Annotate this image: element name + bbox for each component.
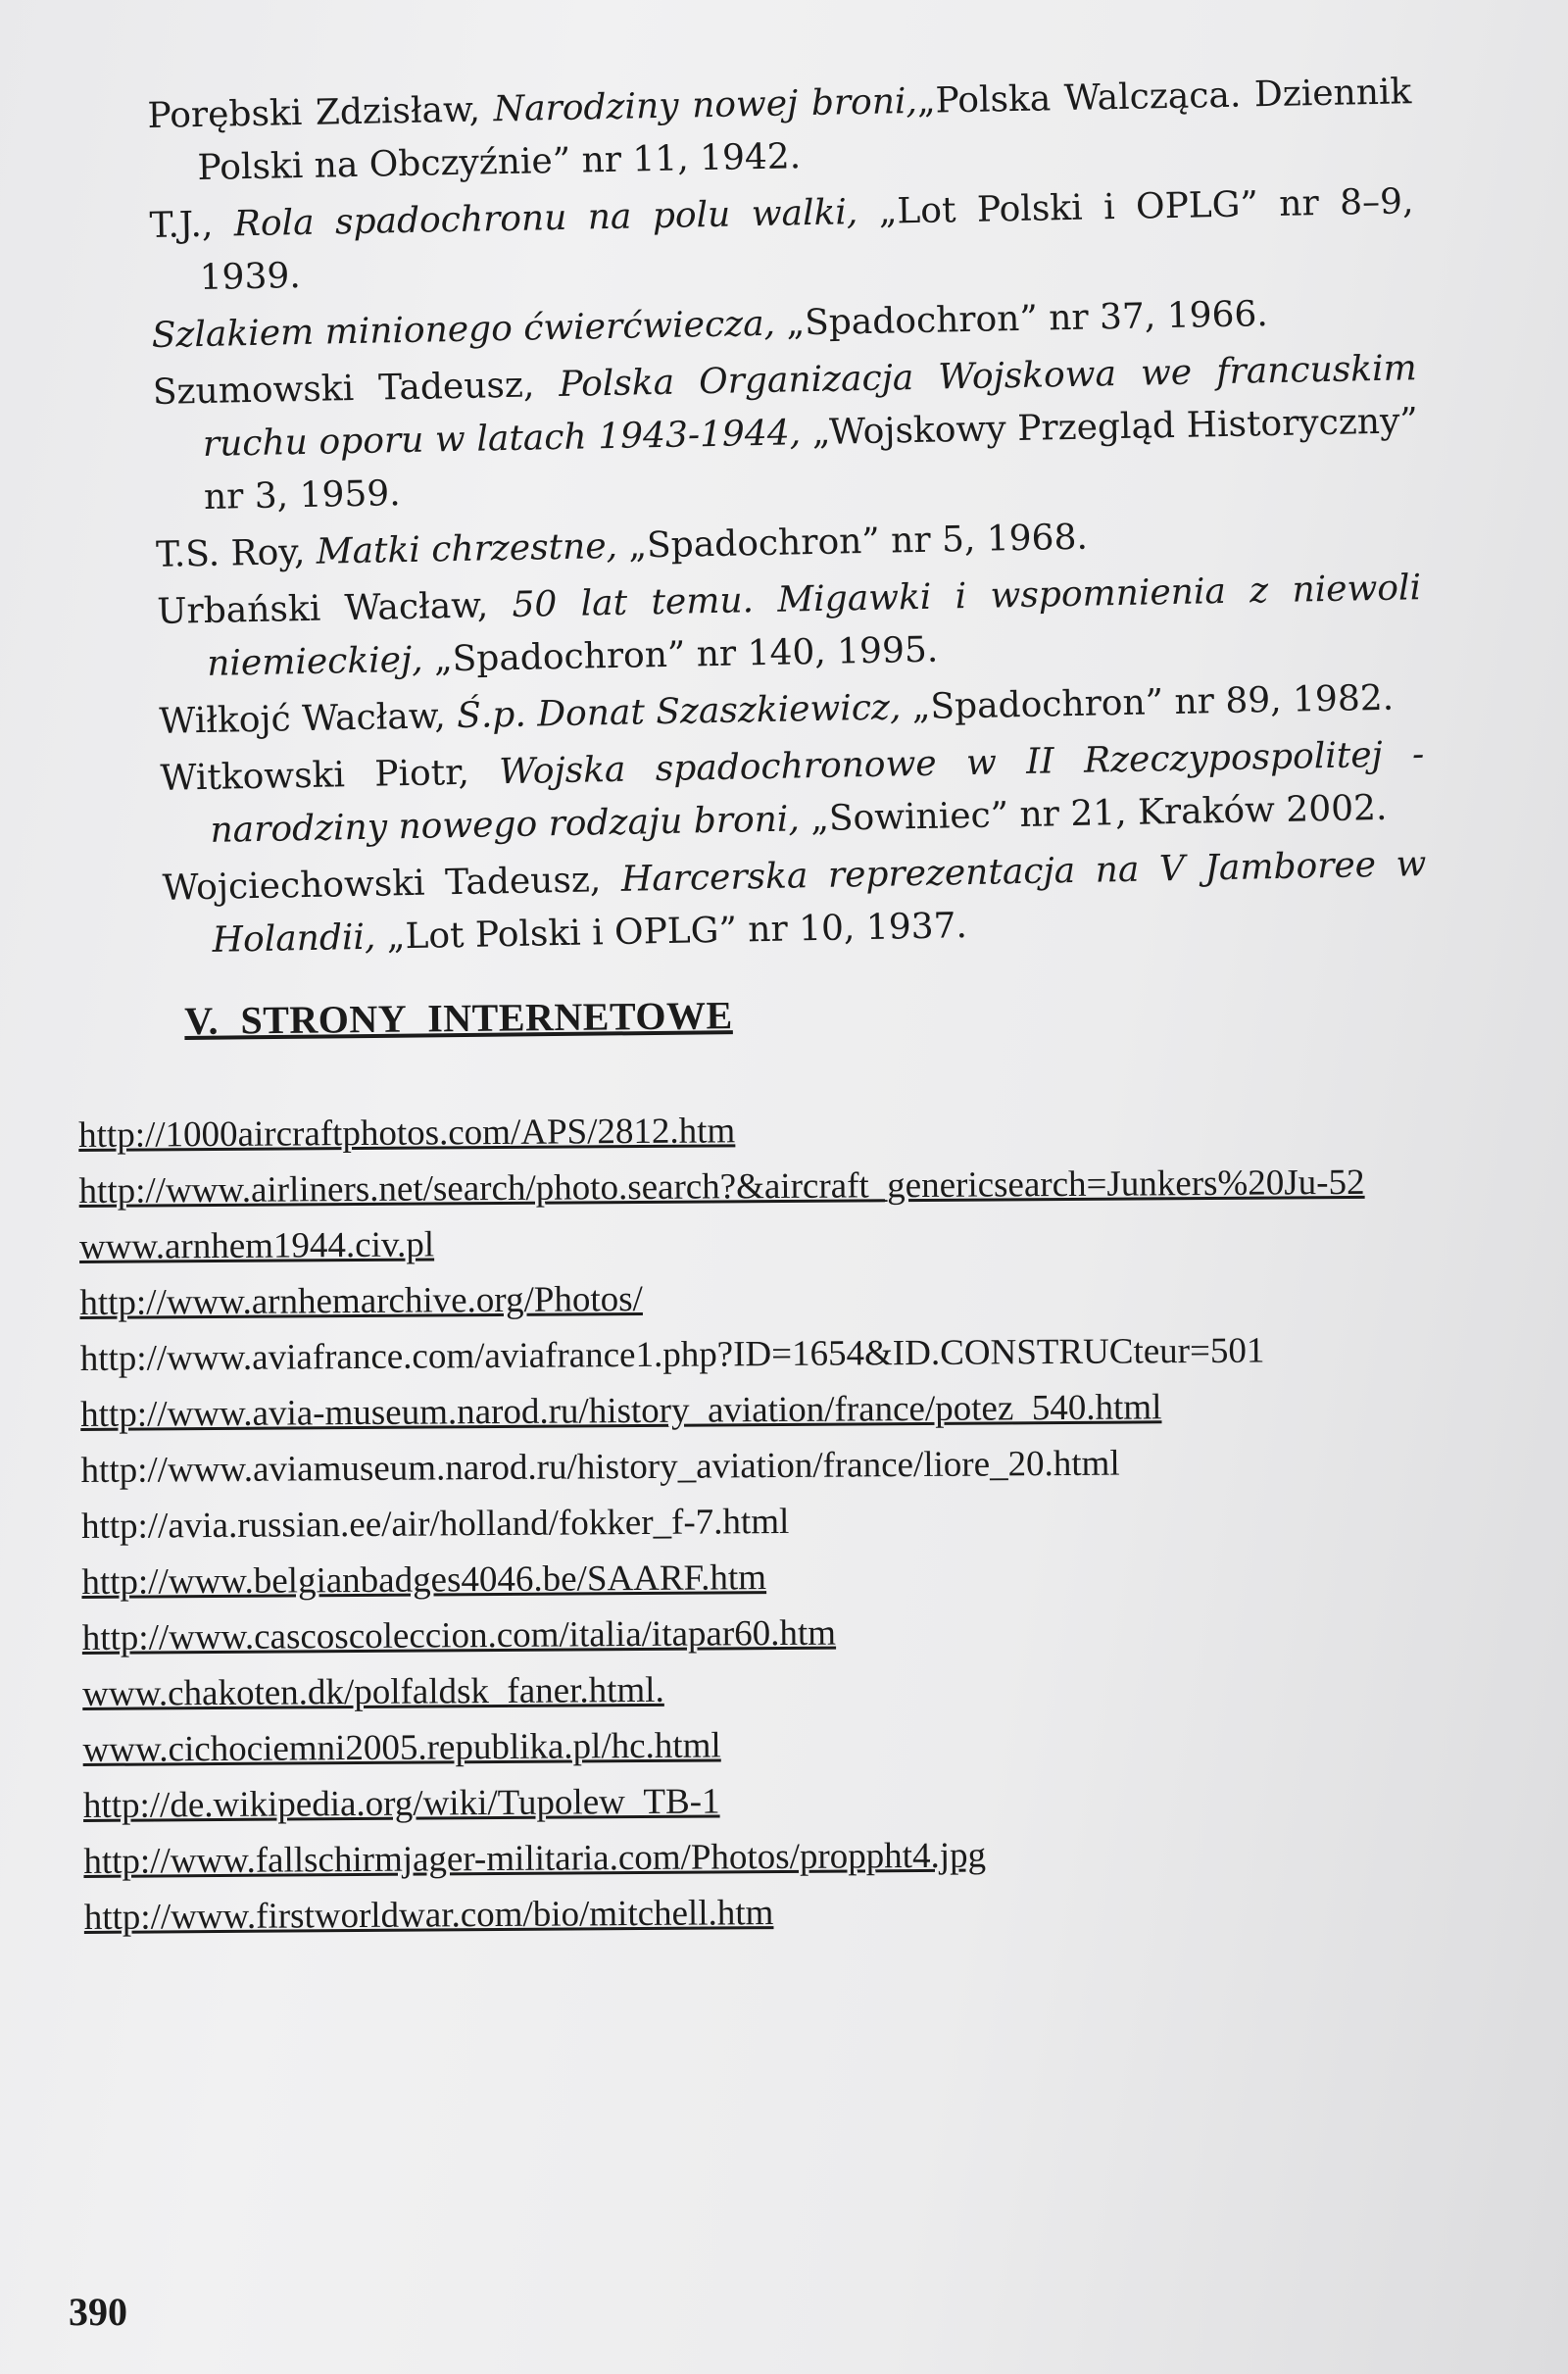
- bib-entry: [162, 838, 1428, 968]
- bib-author: T.J.,: [149, 204, 214, 246]
- bib-source: „Spadochron” nr 140, 1995.: [433, 629, 939, 680]
- bibliography-list: [147, 66, 1428, 972]
- bib-source: „Spadochron” nr 37, 1966.: [786, 294, 1269, 344]
- website-link[interactable]: http://www.airliners.net/search/photo.search?&aircraft_genericsearch=Junkers%20Ju-52: [78, 1162, 1365, 1212]
- bib-title: Rola spadochronu na polu walki,: [233, 192, 858, 245]
- bib-title: Wojska spadochronowe w II Rzeczypospolitej - narodziny nowego rodzaju broni,: [210, 734, 1425, 851]
- bib-author: Wiłkojć Wacław,: [158, 696, 447, 742]
- bib-title: Matki chrzestne,: [316, 525, 618, 572]
- bib-source: „Lot Polski i OPLG” nr 10, 1937.: [386, 906, 968, 958]
- bib-entry: [147, 66, 1413, 196]
- website-link[interactable]: http://www.cascoscoleccion.com/italia/itapar60.htm: [81, 1612, 837, 1658]
- website-link[interactable]: www.chakoten.dk/polfaldsk_faner.html.: [82, 1669, 664, 1714]
- bib-source: „Spadochron” nr 89, 1982.: [911, 677, 1395, 728]
- bib-source: „Sowiniec” nr 21, Kraków 2002.: [809, 787, 1388, 840]
- bib-title: 50 lat temu. Migawki i wspomnienia z niewoli niemieckiej,: [206, 568, 1422, 684]
- bib-author: Porębski Zdzisław,: [147, 89, 481, 136]
- website-link[interactable]: http://avia.russian.ee/air/holland/fokker_f-7.html: [80, 1501, 790, 1547]
- bib-entry: [160, 728, 1426, 859]
- bib-title: Narodziny nowej broni,: [493, 80, 918, 130]
- page-number: 390: [69, 2290, 127, 2334]
- bib-entry: [157, 562, 1423, 692]
- website-link[interactable]: http://www.avia-museum.narod.ru/history_aviation/france/potez_540.html: [80, 1387, 1162, 1435]
- website-link[interactable]: http://www.arnhemarchive.org/Photos/: [79, 1278, 643, 1323]
- website-link[interactable]: www.cichociemni2005.republika.pl/hc.html: [82, 1725, 721, 1770]
- bib-title: Polska Organizacja Wojskowa we francuskim ruchu oporu w latach 1943-1944,: [202, 348, 1418, 465]
- website-link[interactable]: http://www.aviamuseum.narod.ru/history_aviation/france/liore_20.html: [80, 1443, 1120, 1491]
- section-heading: V. STRONY INTERNETOWE: [184, 993, 733, 1043]
- bib-author: Urbański Wacław,: [156, 585, 489, 632]
- bib-source: „Wojskowy Przegląd Historyczny” nr 3, 1959.: [203, 401, 1419, 518]
- website-link[interactable]: http://www.fallschirmjager-militaria.com/Photos/proppht4.jpg: [83, 1835, 987, 1882]
- bib-author: Witkowski Piotr,: [160, 752, 470, 799]
- website-link[interactable]: http://de.wikipedia.org/wiki/Tupolew_TB-1: [82, 1781, 720, 1826]
- bib-author: T.S. Roy,: [155, 531, 306, 575]
- bib-source: „Lot Polski i OPLG” nr 8–9, 1939.: [199, 181, 1414, 299]
- bib-title: Szlakiem minionego ćwierćwiecza,: [151, 303, 776, 356]
- bib-title: Harcerska reprezentacja na V Jamboree w Holandii,: [212, 844, 1427, 961]
- bib-entry: [152, 342, 1419, 525]
- bib-author: Szumowski Tadeusz,: [152, 365, 535, 413]
- bib-source: „Spadochron” nr 5, 1968.: [628, 517, 1089, 567]
- website-link[interactable]: http://www.firstworldwar.com/bio/mitchell.htm: [83, 1893, 774, 1938]
- website-link[interactable]: www.arnhem1944.civ.pl: [78, 1224, 435, 1267]
- website-link[interactable]: http://www.belgianbadges4046.be/SAARF.htm: [81, 1558, 767, 1603]
- website-link[interactable]: http://1000aircraftphotos.com/APS/2812.htm: [78, 1111, 736, 1156]
- bib-source: „Polska Walcząca. Dziennik Polski na Obczyźnie” nr 11, 1942.: [197, 72, 1412, 189]
- bib-entry: [149, 175, 1415, 306]
- website-link[interactable]: http://www.aviafrance.com/aviafrance1.php?ID=1654&ID.CONSTRUCteur=501: [79, 1330, 1265, 1379]
- bib-author: Wojciechowski Tadeusz,: [162, 860, 602, 909]
- website-list: [78, 1098, 1437, 1946]
- bib-title: Ś.p. Donat Szaszkiewicz,: [456, 687, 902, 737]
